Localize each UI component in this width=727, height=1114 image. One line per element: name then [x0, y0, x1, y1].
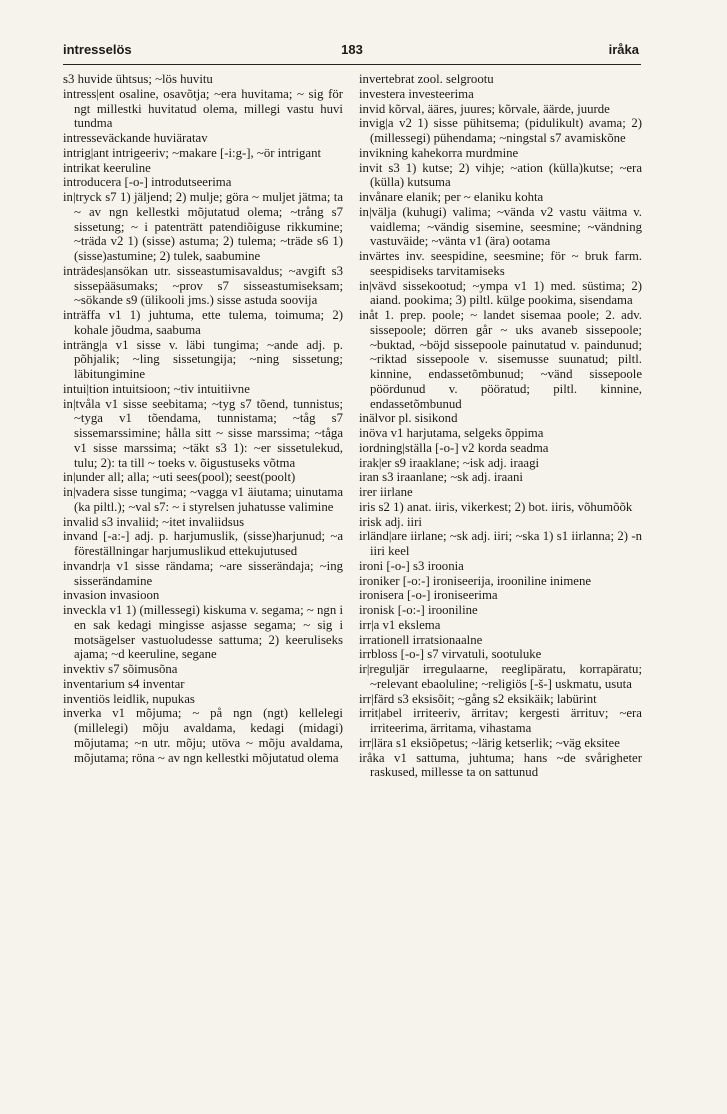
dictionary-entry: ironiker [-o:-] ironiseerija, irooniline inimene — [359, 573, 592, 588]
dictionary-entry: invid kõrval, ääres, juures; kõrvale, äärde, juurde — [359, 101, 610, 116]
dictionary-entry: in|tryck s7 1) jäljend; 2) mulje; göra ~ muljet jätma; ta ~ av ngn kellestki mõjutatud olema; ~trång s7 sissetung; ~ i patenträtt patendiõiguse rikkumine; ~träda v2 1) (sisse) astuma; 2) tulema; ~träde s6 1) (sisse)astumine; 2) tulek, saabumine — [63, 190, 343, 263]
right-guide-word: iråka — [608, 42, 639, 57]
dictionary-entry: ironisera [-o-] ironiseerima — [359, 588, 498, 603]
dictionary-entry: iran s3 iraanlane; ~sk adj. iraani — [359, 470, 523, 485]
page-header — [63, 40, 641, 65]
dictionary-entry: inälvor pl. sisikond — [359, 411, 458, 426]
dictionary-entry: ironi [-o-] s3 iroonia — [359, 558, 464, 573]
dictionary-entry: introducera [-o-] introdutseerima — [63, 175, 232, 190]
dictionary-entry: s3 huvide ühtsus; ~lös huvitu — [63, 72, 213, 86]
dictionary-entry: irr|a v1 ekslema — [359, 617, 441, 632]
dictionary-entry: irrit|abel irriteeriv, ärritav; kergesti ärrituv; ~era irriteerima, ärritama, vihastama — [359, 706, 642, 735]
dictionary-entry: intrikat keeruline — [63, 160, 151, 175]
dictionary-entry: irr|lära s1 eksiõpetus; ~lärig ketserlik; ~väg eksitee — [359, 735, 620, 750]
dictionary-entry: investera investeerima — [359, 86, 474, 101]
dictionary-entry: inventarium s4 inventar — [63, 676, 185, 691]
dictionary-entry: inveckla v1 1) (millessegi) kiskuma v. segama; ~ ngn i en sak kedagi mingisse asjasse segama; ~ sig i motsägelser vastuoludesse sattuma; 2) keeruliseks ajama; ~d keeruline, segane — [63, 603, 343, 662]
dictionary-entry: in|vadera sisse tungima; ~vagga v1 äiutama; uinutama (ka piltl.); ~val s7: ~ i styrelsen juhatusse valimine — [63, 485, 343, 514]
dictionary-entry: inöva v1 harjutama, selgeks õppima — [359, 426, 544, 440]
left-column — [63, 72, 343, 765]
dictionary-entry: irrbloss [-o-] s7 virvatuli, sootuluke — [359, 647, 542, 662]
dictionary-entry: inträdes|ansökan utr. sisseastumisavaldus; ~avgift s3 sissepääsumaks; ~prov s7 sisseastumiseksam; ~sökande s9 (ülikooli jms.) sisse astuda soovija — [63, 263, 343, 308]
dictionary-entry: irländ|are iirlane; ~sk adj. iiri; ~ska 1) s1 iirlanna; 2) -n iiri keel — [359, 529, 642, 558]
dictionary-entry: inträffa v1 1) juhtuma, ette tulema, toimuma; 2) kohale jõudma, saabuma — [63, 308, 343, 337]
dictionary-entry: in|tvåla v1 sisse seebitama; ~tyg s7 tõend, tunnistus; ~tyga v1 tõendama, tunnistama; ~tåg s7 sissemarssimine; hålla sitt ~ sisse marssima; ~tåga v1 sisse marssima; ~täkt s3 1): ~er sissetulekud, tulu; 2): ta till ~ toeks v. õigustuseks võtma — [63, 396, 343, 470]
dictionary-entry: irr|färd s3 eksisõit; ~gång s2 eksikäik; labürint — [359, 691, 597, 706]
dictionary-entry: in|välja (kuhugi) valima; ~vända v2 vastu väitma v. vaidlema; ~vändig sisemine, seesmine; ~vändning vastuväide; ~vänta v1 (ära) ootama — [359, 204, 642, 249]
dictionary-entry: invektiv s7 sõimusõna — [63, 662, 178, 676]
right-column — [359, 72, 642, 780]
dictionary-entry: intrig|ant intrigeeriv; ~makare [-i:g-], ~ör intrigant — [63, 145, 322, 160]
dictionary-entry: irer iirlane — [359, 485, 413, 499]
dictionary-entry: inträng|a v1 sisse v. läbi tungima; ~ande adj. p. põhjalik; ~ling sissetungija; ~ning sissetung; läbitungimine — [63, 337, 343, 381]
dictionary-entry: iråka v1 sattuma, juhtuma; hans ~de svårigheter raskused, millesse ta on sattunud — [359, 750, 642, 780]
dictionary-entry: intresseväckande huviäratav — [63, 131, 208, 145]
dictionary-entry: intress|ent osaline, osavõtja; ~era huvitama; ~ sig för ngt millestki huvitatud olema, millegi vastu huvi tundma — [63, 86, 343, 131]
dictionary-entry: in|vävd sissekootud; ~ympa v1 1) med. süstima; 2) aiand. pookima; 3) piltl. külge pookima, sisendama — [359, 278, 642, 308]
dictionary-entry: invit s3 1) kutse; 2) vihje; ~ation (külla)kutse; ~era (külla) kutsuma — [359, 160, 642, 190]
dictionary-entry: in|under all; alla; ~uti sees(pool); seest(poolt) — [63, 470, 296, 485]
dictionary-entry: invikning kahekorra murdmine — [359, 145, 519, 160]
dictionary-entry: invertebrat zool. selgrootu — [359, 72, 494, 86]
page-number: 183 — [341, 42, 363, 57]
left-guide-word: intresselös — [63, 42, 132, 57]
dictionary-entry: irrationell irratsionaalne — [359, 632, 483, 647]
dictionary-entry: invånare elanik; per ~ elaniku kohta — [359, 190, 544, 204]
dictionary-entry: invärtes inv. seespidine, seesmine; för ~ bruk farm. seespidiseks tarvitamiseks — [359, 249, 642, 278]
dictionary-entry: irisk adj. iiri — [359, 514, 422, 529]
dictionary-entry: iordning|ställa [-o-] v2 korda seadma — [359, 440, 549, 455]
dictionary-entry: inåt 1. prep. poole; ~ landet sisemaa poole; 2. adv. sissepoole; dörren går ~ uks avaneb sissepoole; ~buktad, ~böjd sissepoole painutatud v. paindunud; ~riktad sissepoole v. sisemusse suunatud; piltl. kinnine, endassetõmbunud; ~vänd sissepoole pöördunud v. pööratud; piltl. kinnine, endassetõmbunud — [359, 308, 642, 411]
dictionary-entry: invandr|a v1 sisse rändama; ~are sisserändaja; ~ing sisserändamine — [63, 558, 343, 588]
dictionary-entry: intui|tion intuitsioon; ~tiv intuitiivne — [63, 381, 250, 396]
dictionary-entry: invalid s3 invaliid; ~itet invaliidsus — [63, 514, 245, 529]
dictionary-entry: irak|er s9 iraaklane; ~isk adj. iraagi — [359, 455, 540, 470]
dictionary-entry: inverka v1 mõjuma; ~ på ngn (ngt) kellelegi (millelegi) mõju avaldama, kedagi (midagi) mõjutama; ~n utr. mõju; utöva ~ mõju avaldama, mõjutama; röna ~ av ngn kellestki mõjutatud olema — [63, 706, 343, 765]
dictionary-entry: invasion invasioon — [63, 588, 160, 603]
dictionary-entry: iris s2 1) anat. iiris, vikerkest; 2) bot. iiris, võhumõõk — [359, 499, 633, 514]
dictionary-entry: ir|reguljär irregulaarne, reeglipäratu, korrapäratu; ~relevant ebaoluline; ~religiös [-š-] uskmatu, usuta — [359, 662, 642, 691]
dictionary-entry: ironisk [-o:-] irooniline — [359, 603, 478, 617]
dictionary-entry: invig|a v2 1) sisse pühitsema; (pidulikult) avama; 2) (millessegi) pühendama; ~ningstal s7 avamiskõne — [359, 116, 642, 145]
dictionary-entry: invand [-a:-] adj. p. harjumuslik, (sisse)harjunud; ~a föreställningar harjumuslikud ettekujutused — [63, 529, 343, 558]
dictionary-entry: inventiös leidlik, nupukas — [63, 691, 195, 706]
